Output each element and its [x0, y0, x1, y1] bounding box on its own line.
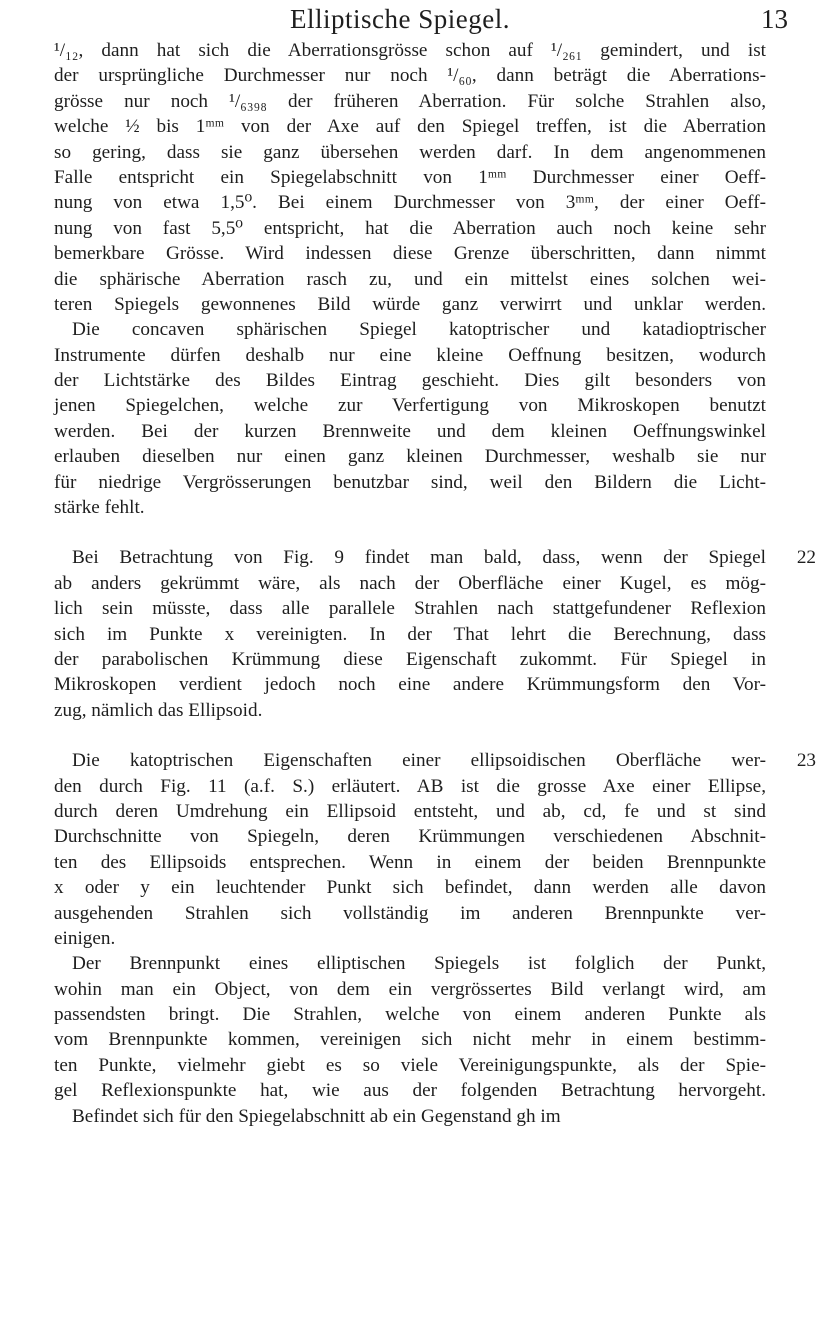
text-line: Bei Betrachtung von Fig. 9 findet man bald, dass, wenn der Spiegel [72, 547, 766, 569]
text-line: Falle entspricht ein Spiegelabschnitt von 1ᵐᵐ Durchmesser einer Oeff- [54, 166, 766, 188]
text-line: die sphärische Aberration rasch zu, und ein mittelst eines solchen wei- [54, 268, 766, 290]
text-line: wohin man ein Object, von dem ein vergrössertes Bild verlangt wird, am [54, 978, 766, 1000]
text-line: ¹/₁₂, dann hat sich die Aberrationsgrösse schon auf ¹/₂₆₁ gemindert, und ist [54, 40, 766, 61]
text-line: zug, nämlich das Ellipsoid. [54, 699, 263, 721]
page-header [0, 4, 800, 38]
text-line: Die katoptrischen Eigenschaften einer ellipsoidischen Oberfläche wer- [72, 750, 766, 772]
text-line: stärke fehlt. [54, 497, 145, 519]
text-line: so gering, dass sie ganz übersehen werden darf. In dem angenommenen [54, 141, 766, 163]
page-number: 13 [761, 4, 788, 34]
text-line: Mikroskopen verdient jedoch noch eine andere Krümmungsform den Vor- [54, 674, 766, 696]
section-number: 23 [796, 750, 816, 772]
text-line: Durchschnitte von Spiegeln, deren Krümmungen verschiedenen Abschnit- [54, 826, 766, 848]
section-number: 22 [796, 547, 816, 569]
text-line: Befindet sich für den Spiegelabschnitt ab ein Gegenstand gh im [72, 1105, 561, 1127]
text-line: teren Spiegels gewonnenes Bild würde ganz verwirrt und unklar werden. [54, 293, 766, 315]
text-line: Der Brennpunkt eines elliptischen Spiegels ist folglich der Punkt, [72, 953, 766, 975]
text-line: ausgehenden Strahlen sich vollständig im anderen Brennpunkte ver- [54, 902, 766, 924]
text-line: einigen. [54, 927, 116, 949]
text-line: ab anders gekrümmt wäre, als nach der Oberfläche einer Kugel, es mög- [54, 572, 766, 594]
text-line: der ursprüngliche Durchmesser nur noch ¹/₆₀, dann beträgt die Aberrations- [54, 65, 766, 87]
text-line: gel Reflexionspunkte hat, wie aus der folgenden Betrachtung hervorgeht. [54, 1080, 766, 1102]
text-line: bemerkbare Grösse. Wird indessen diese Grenze überschritten, dann nimmt [54, 243, 766, 265]
text-line: für niedrige Vergrösserungen benutzbar sind, weil den Bildern die Licht- [54, 471, 766, 493]
text-line: vom Brennpunkte kommen, vereinigen sich nicht mehr in einem bestimm- [54, 1029, 766, 1051]
text-line: werden. Bei der kurzen Brennweite und dem kleinen Oeffnungswinkel [54, 420, 766, 442]
text-line: ten Punkte, vielmehr giebt es so viele Vereinigungspunkte, als der Spie- [54, 1054, 766, 1076]
text-line: den durch Fig. 11 (a.f. S.) erläutert. AB ist die grosse Axe einer Ellipse, [54, 775, 766, 797]
paragraph-gap [54, 723, 766, 748]
paragraph-3 [54, 545, 816, 723]
running-title: Elliptische Spiegel. [290, 4, 510, 34]
text-line: der parabolischen Krümmung diese Eigenschaft zukommt. Für Spiegel in [54, 648, 766, 670]
text-line: nung von fast 5,5⁰ entspricht, hat die Aberration auch noch keine sehr [54, 217, 766, 239]
text-line: der Lichtstärke des Bildes Eintrag geschieht. Dies gilt besonders von [54, 370, 766, 392]
text-line: lich sein müsste, dass alle parallele Strahlen nach stattgefundener Reflexion [54, 598, 766, 620]
paragraph-1 [54, 38, 766, 317]
paragraph-gap [54, 520, 766, 545]
paragraph-4 [54, 748, 816, 951]
paragraph-2 [54, 317, 766, 520]
text-line: welche ½ bis 1ᵐᵐ von der Axe auf den Spiegel treffen, ist die Aberration [54, 116, 766, 138]
text-line: x oder y ein leuchtender Punkt sich befindet, dann werden alle davon [54, 877, 766, 899]
text-line: ten des Ellipsoids entsprechen. Wenn in einem der beiden Brennpunkte [54, 851, 766, 873]
text-line: passendsten bringt. Die Strahlen, welche von einem anderen Punkte als [54, 1004, 766, 1026]
text-line: nung von etwa 1,5⁰. Bei einem Durchmesser von 3ᵐᵐ, der einer Oeff- [54, 192, 766, 214]
text-line: durch deren Umdrehung ein Ellipsoid entsteht, und ab, cd, fe und st sind [54, 800, 766, 822]
body-text [54, 38, 816, 1129]
text-line: sich im Punkte x vereinigten. In der That lehrt die Berechnung, dass [54, 623, 766, 645]
text-line: jenen Spiegelchen, welche zur Verfertigung von Mikroskopen benutzt [54, 395, 766, 417]
text-line: erlauben dieselben nur einen ganz kleinen Durchmesser, weshalb sie nur [54, 446, 766, 468]
text-line: grösse nur noch ¹/₆₃₉₈ der früheren Aberration. Für solche Strahlen also, [54, 90, 766, 112]
text-line: Instrumente dürfen deshalb nur eine kleine Oeffnung besitzen, wodurch [54, 344, 766, 366]
text-line: Die concaven sphärischen Spiegel katoptrischer und katadioptrischer [72, 319, 766, 341]
paragraph-5 [54, 951, 766, 1129]
